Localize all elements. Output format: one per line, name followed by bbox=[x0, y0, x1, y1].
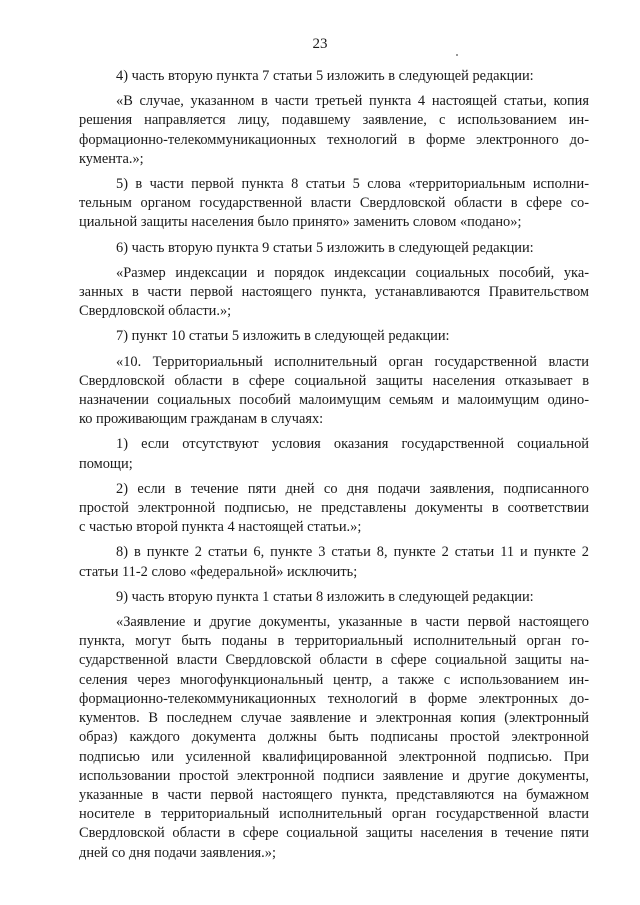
paragraph bbox=[79, 264, 589, 322]
text-line: 6) часть вторую пункта 9 статьи 5 изложить в следующей редакции: bbox=[116, 239, 534, 256]
text-line: кументов. В последнем случае заявление и электронная копия (электронный bbox=[79, 710, 589, 727]
paragraph bbox=[79, 92, 589, 169]
text-line: решения направляется лицу, подавшему заявление, с использованием ин- bbox=[79, 112, 589, 129]
text-line: циальной защиты населения было принято» заменить словом «подано»; bbox=[79, 214, 522, 231]
page-number: 23 bbox=[312, 36, 328, 52]
text-line: Свердловской области.»; bbox=[79, 303, 232, 320]
text-line: сударственной власти Свердловской области в сфере социальной защиты на- bbox=[79, 652, 589, 669]
text-line: 1) если отсутствуют условия оказания государственной социальной bbox=[116, 436, 589, 453]
text-line: простой электронной подписью, не представлены документы в соответствии bbox=[79, 500, 589, 517]
text-line: ко проживающим гражданам в случаях: bbox=[79, 411, 324, 428]
text-line: Свердловской области в сфере социальной защиты населения отказывает в bbox=[79, 372, 589, 389]
text-line: 9) часть вторую пункта 1 статьи 8 изложить в следующей редакции: bbox=[116, 588, 534, 605]
text-line: «Заявление и другие документы, указанные в части первой настоящего bbox=[116, 614, 589, 631]
paragraph bbox=[79, 327, 589, 346]
text-line: Свердловской области в сфере социальной защиты населения в течение пяти bbox=[79, 825, 589, 842]
text-line: занных в части первой настоящего пункта, устанавливаются Правительством bbox=[79, 284, 589, 301]
scan-speck bbox=[456, 54, 458, 56]
text-line: 8) в пункте 2 статьи 6, пункте 3 статьи 8, пункте 2 статьи 11 и пункте 2 bbox=[116, 544, 589, 561]
paragraph bbox=[79, 435, 589, 473]
text-line: 5) в части первой пункта 8 статьи 5 слова «территориальным исполни- bbox=[116, 176, 589, 193]
text-line: с частью второй пункта 4 настоящей статьи.»; bbox=[79, 519, 362, 536]
text-line: носителе в территориальный исполнительный орган государственной власти bbox=[79, 806, 589, 823]
paragraph bbox=[79, 588, 589, 607]
paragraph bbox=[79, 480, 589, 538]
text-line: дней со дня подачи заявления.»; bbox=[79, 844, 276, 861]
text-line: использовании простой электронной подписи заявление и другие документы, bbox=[79, 767, 589, 784]
text-line: формационно-телекоммуникационных технологий в форме электронного до- bbox=[79, 131, 589, 148]
text-line: помощи; bbox=[79, 455, 133, 472]
text-line: указанные в части первой настоящего пункта, представляются на бумажном bbox=[79, 786, 589, 803]
text-line: селения через многофункциональный центр, а также с использованием ин- bbox=[79, 671, 589, 688]
text-line: «10. Территориальный исполнительный орган государственной власти bbox=[116, 353, 589, 370]
text-line: 4) часть вторую пункта 7 статьи 5 изложить в следующей редакции: bbox=[116, 68, 534, 84]
text-line: 7) пункт 10 статьи 5 изложить в следующей редакции: bbox=[116, 328, 450, 345]
paragraph bbox=[79, 543, 589, 581]
paragraph bbox=[79, 175, 589, 233]
text-line: 2) если в течение пяти дней со дня подачи заявления, подписанного bbox=[116, 480, 589, 497]
text-line: тельным органом государственной власти Свердловской области в сфере со- bbox=[79, 195, 589, 212]
text-line: кумента.»; bbox=[79, 150, 144, 167]
paragraph bbox=[79, 613, 589, 863]
text-line: назначении социальных пособий малоимущим семьям и малоимущим одино- bbox=[79, 392, 589, 409]
text-line: пункта, могут быть поданы в территориальный исполнительный орган го- bbox=[79, 633, 589, 650]
document-body bbox=[79, 67, 589, 869]
text-line: формационно-телекоммуникационных технологий в форме электронных до- bbox=[79, 690, 589, 707]
text-line: статьи 11-2 слово «федеральной» исключить; bbox=[79, 563, 358, 580]
paragraph bbox=[79, 353, 589, 430]
text-line: подписью или усиленной квалифицированной электронной подписью. При bbox=[79, 748, 589, 765]
paragraph bbox=[79, 239, 589, 258]
text-line: образ) каждого документа должны быть подписаны простой электронной bbox=[79, 729, 589, 746]
text-line: «В случае, указанном в части третьей пункта 4 настоящей статьи, копия bbox=[116, 93, 589, 110]
text-line: «Размер индексации и порядок индексации социальных пособий, ука- bbox=[116, 264, 589, 281]
paragraph bbox=[79, 67, 589, 86]
